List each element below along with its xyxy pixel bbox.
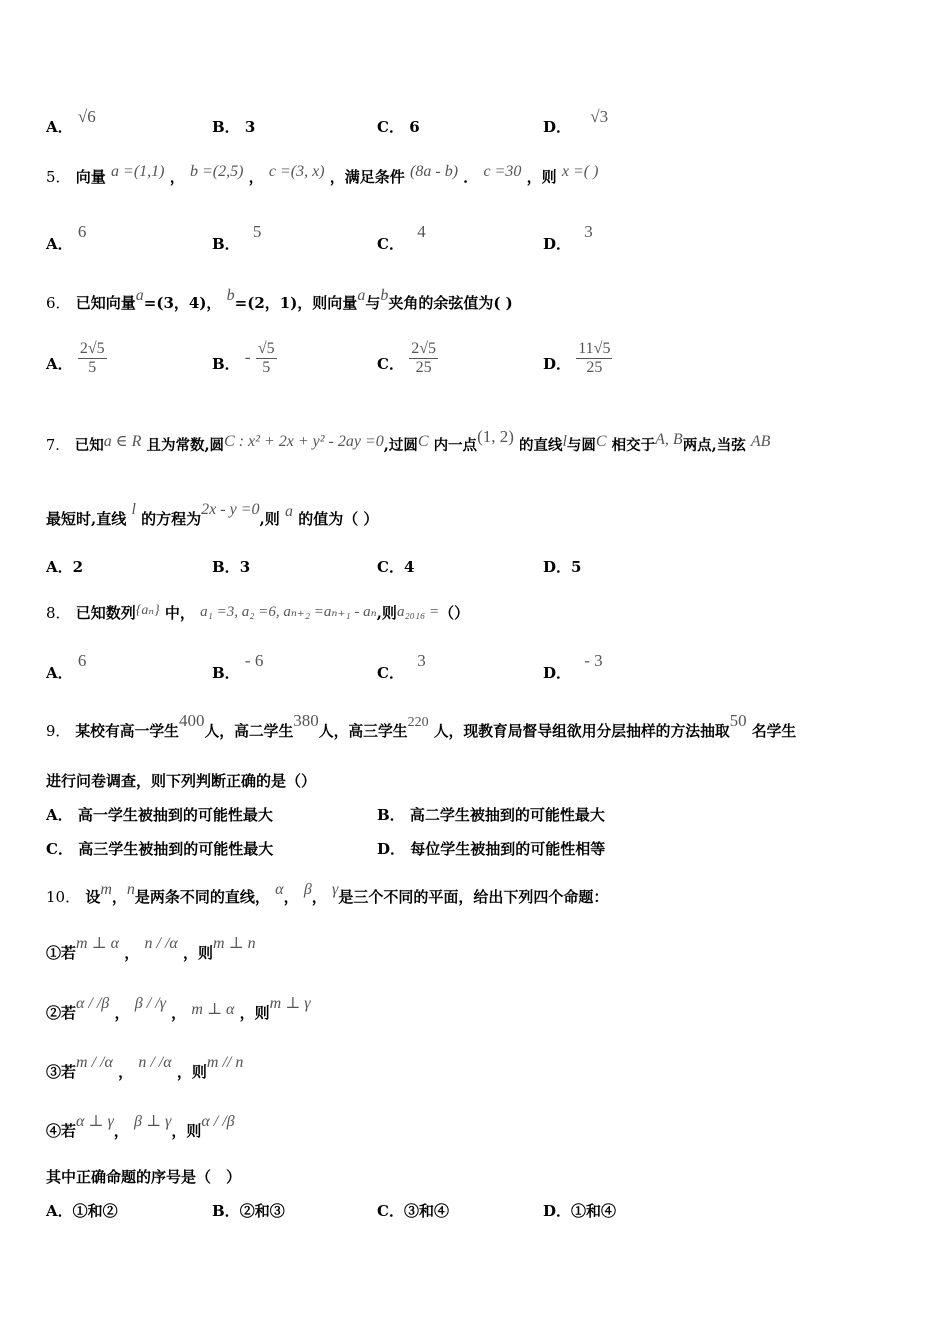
option-value: 3 xyxy=(244,118,256,136)
q7-text: 内一点 xyxy=(433,437,478,454)
prop-sep: ，则 xyxy=(171,1122,202,1140)
q10-option-b xyxy=(212,1200,285,1221)
denominator: 5 xyxy=(262,359,271,376)
option-label: A． xyxy=(46,235,73,253)
q7-text: 与圆 xyxy=(566,437,596,454)
prop-math: α / /β xyxy=(76,995,110,1012)
fraction xyxy=(409,340,438,377)
option-value: 6 xyxy=(409,118,420,136)
q10-math: α xyxy=(275,881,284,898)
q5-option-a xyxy=(46,222,87,254)
prop-math: β / /γ xyxy=(134,995,166,1012)
option-value: 6 xyxy=(77,222,87,241)
option-value: ③和④ xyxy=(403,1202,449,1220)
option-label: C． xyxy=(377,118,404,136)
q4-option-d xyxy=(543,107,609,137)
prop-math: n / /α xyxy=(144,935,178,952)
q7-text: 最短时,直线 xyxy=(46,510,127,528)
q6-math: a xyxy=(357,287,366,304)
q9-number: 220 xyxy=(407,715,429,730)
q7-math: a xyxy=(284,503,293,520)
numerator: 11√5 xyxy=(578,340,611,357)
q6-math: a xyxy=(135,287,144,304)
option-label: A． xyxy=(46,664,73,682)
q9-option-a xyxy=(46,804,273,825)
q7-text: 且为常数,圆 xyxy=(146,437,225,454)
option-value: ①和④ xyxy=(571,1202,617,1220)
prop-sep: ， xyxy=(124,944,140,962)
question-number: 9． xyxy=(46,723,71,740)
q8-math: {aₙ} xyxy=(135,603,160,618)
option-label: B． xyxy=(212,118,240,136)
option-label: B． xyxy=(377,806,405,824)
option-value: 5 xyxy=(252,222,262,241)
proposition-4 xyxy=(46,1113,235,1141)
option-label: B． xyxy=(212,1202,240,1220)
q7-text: 已知 xyxy=(74,437,104,454)
q5-text: ，则 xyxy=(526,168,557,186)
q7-math: 2x - y =0 xyxy=(201,501,260,518)
option-value: 3 xyxy=(584,222,593,241)
option-label: C． xyxy=(377,664,404,682)
fraction xyxy=(256,340,277,377)
option-value: √3 xyxy=(590,107,609,126)
q9-number: 380 xyxy=(293,711,319,730)
q5-math: x =( ) xyxy=(561,163,599,180)
option-label: B． xyxy=(212,558,240,576)
q10-text: 是三个不同的平面，给出下列四个命题： xyxy=(338,888,609,906)
q10-text: 是两条不同的直线， xyxy=(134,888,270,906)
option-label: B． xyxy=(212,354,240,373)
q7-math: l xyxy=(562,433,567,450)
q9-option-d xyxy=(377,838,605,859)
option-value: 5 xyxy=(571,558,582,576)
q7-option-c xyxy=(377,556,414,577)
q5-math: a =(1,1) xyxy=(111,163,165,180)
q6-math: b xyxy=(226,287,235,304)
q8-math: a₂₀₁₆ = xyxy=(396,604,440,620)
q7-math: a ∈ R xyxy=(103,433,142,450)
option-label: C． xyxy=(46,840,73,858)
q4-option-b xyxy=(212,116,255,137)
q10-option-c xyxy=(377,1200,449,1221)
q10-math: n xyxy=(126,881,135,898)
option-label: C． xyxy=(377,1202,404,1220)
option-label: A． xyxy=(46,354,73,373)
q6-option-a xyxy=(46,340,107,377)
prop-math: n / /α xyxy=(138,1054,172,1071)
q9-text: 名学生 xyxy=(751,723,797,740)
option-value: 每位学生被抽到的可能性相等 xyxy=(410,840,606,858)
option-value: 高三学生被抽到的可能性最大 xyxy=(78,840,274,858)
q4-option-c xyxy=(377,116,420,137)
q10-math: m xyxy=(100,881,112,898)
numerator: 2√5 xyxy=(411,340,436,357)
q9-text: 人，现教育局督导组欲用分层抽样的方法抽取 xyxy=(433,723,730,740)
prop-sep: ， xyxy=(113,1122,129,1140)
q6-option-d xyxy=(543,340,612,377)
prop-mark: ④若 xyxy=(46,1122,77,1140)
option-label: D． xyxy=(543,1202,572,1220)
question-5 xyxy=(46,163,599,187)
question-number: 7． xyxy=(46,438,70,454)
question-9-line2: 进行问卷调查，则下列判断正确的是（） xyxy=(46,772,317,790)
q9-number: 50 xyxy=(729,711,747,730)
option-label: A． xyxy=(46,558,73,576)
prop-math: m / /α xyxy=(76,1054,113,1071)
prop-sep: ， xyxy=(114,1004,130,1022)
option-label: A． xyxy=(46,1202,73,1220)
prop-math: m ⊥ α xyxy=(191,1001,235,1018)
prop-mark: ②若 xyxy=(46,1004,77,1022)
fraction xyxy=(78,340,107,377)
q7-text: ,过圆 xyxy=(383,437,418,454)
option-label: C． xyxy=(377,558,404,576)
q9-number: 400 xyxy=(178,711,205,730)
q7-math: l xyxy=(131,501,136,518)
sign: - xyxy=(244,347,251,367)
option-value: 3 xyxy=(417,651,426,670)
prop-math: m ⊥ n xyxy=(213,935,256,952)
q10-text: 设 xyxy=(85,888,101,906)
option-label: D． xyxy=(543,558,572,576)
option-value: 2 xyxy=(72,558,84,576)
question-number: 6． xyxy=(46,294,71,312)
option-value: - 6 xyxy=(244,651,264,670)
question-7-line2 xyxy=(46,501,379,529)
option-value: - 3 xyxy=(584,651,603,670)
option-value: 4 xyxy=(417,222,426,241)
q4-option-a xyxy=(46,107,96,137)
q7-math: AB xyxy=(750,433,771,450)
q10-option-a xyxy=(46,1200,118,1221)
q8-option-a xyxy=(46,651,87,683)
option-label: D． xyxy=(377,840,406,858)
option-label: C． xyxy=(377,235,404,253)
q6-text: 与 xyxy=(365,294,381,312)
q6-text: 夹角的余弦值为( ) xyxy=(388,294,513,312)
q5-text: ， xyxy=(169,168,185,186)
q9-option-b xyxy=(377,804,605,825)
q7-option-b xyxy=(212,556,250,577)
q8-option-d xyxy=(543,651,603,683)
question-8 xyxy=(46,602,469,623)
denominator: 5 xyxy=(88,359,97,376)
q7-math: C xyxy=(417,433,429,450)
q7-text: 相交于 xyxy=(611,437,656,454)
q6-option-b xyxy=(212,340,277,377)
q5-math: (8a - b) xyxy=(410,163,459,180)
option-label: D． xyxy=(543,664,572,682)
prop-math: m // n xyxy=(206,1054,244,1071)
option-label: C． xyxy=(377,354,404,373)
option-value: ②和③ xyxy=(239,1202,285,1220)
prop-sep: ，则 xyxy=(176,1063,207,1081)
option-value: √6 xyxy=(77,107,96,126)
option-label: B． xyxy=(212,664,240,682)
q5-option-d xyxy=(543,222,593,254)
q9-option-c xyxy=(46,838,273,859)
q8-text: 已知数列 xyxy=(75,604,136,622)
prop-math: α ⊥ γ xyxy=(76,1113,114,1130)
prop-mark: ①若 xyxy=(46,944,77,962)
option-label: B． xyxy=(212,235,240,253)
q10-text: ， xyxy=(111,888,127,906)
q6-text: 已知向量 xyxy=(75,294,136,312)
prop-math: m ⊥ α xyxy=(76,935,120,952)
question-number: 8． xyxy=(46,604,71,622)
option-value: 4 xyxy=(403,558,415,576)
prop-sep: ，则 xyxy=(183,944,214,962)
q5-text: ，满足条件 xyxy=(329,168,405,186)
q7-text: ,则 xyxy=(259,510,280,528)
q7-text: 的值为（ ） xyxy=(298,510,379,528)
question-number: 10． xyxy=(46,888,81,906)
option-label: A． xyxy=(46,118,73,136)
q8-option-b xyxy=(212,651,264,683)
q7-text: 的方程为 xyxy=(141,510,202,528)
q5-option-c xyxy=(377,222,426,254)
q10-text: ， xyxy=(311,888,327,906)
q10-text: ， xyxy=(283,888,299,906)
q8-text: 中， xyxy=(164,604,195,622)
q7-text: 的直线 xyxy=(518,437,563,454)
prop-math: β ⊥ γ xyxy=(134,1113,172,1130)
prop-sep: ，则 xyxy=(239,1004,270,1022)
q5-text: 向量 xyxy=(75,168,106,186)
q6-text: =(3，4)， xyxy=(143,294,222,312)
question-9-line1 xyxy=(46,711,797,741)
q10-question: 其中正确命题的序号是（ ） xyxy=(46,1168,242,1186)
prop-mark: ③若 xyxy=(46,1063,77,1081)
q5-text: ， xyxy=(248,168,264,186)
option-value: 3 xyxy=(239,558,251,576)
question-number: 5． xyxy=(46,168,71,186)
prop-math: α / /β xyxy=(201,1113,235,1130)
q6-option-c xyxy=(377,340,438,377)
option-label: D． xyxy=(543,235,572,253)
numerator: 2√5 xyxy=(79,340,105,357)
q5-math: c =(3, x) xyxy=(268,163,325,180)
option-label: A． xyxy=(46,806,73,824)
option-label: D． xyxy=(543,354,572,373)
option-label: D． xyxy=(543,118,572,136)
q6-text: =(2，1)，则向量 xyxy=(234,294,358,312)
proposition-2 xyxy=(46,995,311,1023)
q7-math: A, B xyxy=(655,431,683,448)
numerator: √5 xyxy=(257,340,275,357)
question-10 xyxy=(46,881,609,907)
q9-text: 人，高二学生 xyxy=(204,723,294,740)
q10-math: γ xyxy=(332,881,339,898)
proposition-3 xyxy=(46,1054,244,1082)
q5-math: c =30 xyxy=(483,163,522,180)
fraction xyxy=(576,340,612,377)
option-value: 高一学生被抽到的可能性最大 xyxy=(77,806,273,824)
q8-math: a₁ =3, a₂ =6, aₙ₊₂ =aₙ₊₁ - aₙ xyxy=(200,604,377,620)
q9-text: 人，高三学生 xyxy=(318,723,408,740)
question-7-line1 xyxy=(46,427,771,455)
option-value: ①和② xyxy=(72,1202,118,1220)
q8-option-c xyxy=(377,651,426,683)
q7-text: 两点,当弦 xyxy=(682,437,746,454)
denominator: 25 xyxy=(586,359,603,376)
q5-text: ． xyxy=(463,168,479,186)
prop-sep: ， xyxy=(118,1063,134,1081)
q7-math: C : x² + 2x + y² - 2ay =0 xyxy=(224,433,384,450)
q9-text: 某校有高一学生 xyxy=(75,723,179,740)
option-value: 6 xyxy=(77,651,87,670)
q6-math: b xyxy=(380,287,389,304)
proposition-1 xyxy=(46,935,256,963)
question-6 xyxy=(46,287,513,313)
q5-option-b xyxy=(212,222,262,254)
q10-option-d xyxy=(543,1200,616,1221)
q10-math: β xyxy=(303,881,312,898)
q8-text: （） xyxy=(439,604,470,622)
q7-option-a xyxy=(46,556,83,577)
denominator: 25 xyxy=(415,359,432,376)
q7-option-d xyxy=(543,556,581,577)
q7-math: (1, 2) xyxy=(477,427,514,446)
q8-text: ,则 xyxy=(376,604,397,622)
prop-sep: ， xyxy=(171,1004,187,1022)
option-value: 高二学生被抽到的可能性最大 xyxy=(409,806,605,824)
q7-math: C xyxy=(595,433,607,450)
prop-math: m ⊥ γ xyxy=(269,995,311,1012)
q5-math: b =(2,5) xyxy=(189,163,244,180)
